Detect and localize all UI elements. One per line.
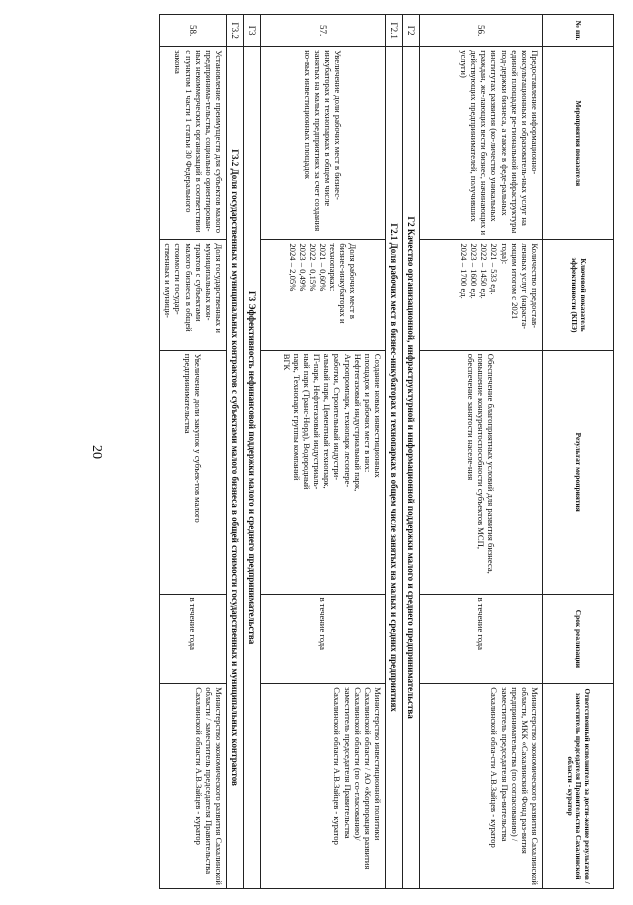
section-row-g3 xyxy=(244,15,261,889)
row56-kpi-line: 2023 – 1600 ед. xyxy=(469,243,480,299)
section-g2-title: Г2 Качество организационной, инфраструктурной и информационной поддержки малого и среднего предпринимательства xyxy=(403,47,420,889)
section-row-g32 xyxy=(227,15,244,889)
row56-kpi-line: Количество предостав- xyxy=(530,243,540,329)
row56-kpi-line: ленных услуг (нараста- xyxy=(519,243,530,330)
header-num: № пп. xyxy=(543,15,614,47)
table-row-57 xyxy=(261,15,386,889)
row57-kpi-line: 2022 – 0,15% xyxy=(307,243,318,292)
row56-kpi-line: 2021 – 533 ед. xyxy=(489,243,500,295)
row56-kpi-line: ющим итогом с 2021 xyxy=(509,243,520,320)
row57-result-line: Нефтегазовый индустриальный парк, xyxy=(352,353,363,492)
row56-activity: Предоставление информационно-консультационных и образователь-ных услуг на единой площадке ре-гиональной инфраструктуры под-держки бизнеса, а также в феде-ральных институтах развития (ко-личество уникальных граждан, же-лающих вести бизнес, начинающих и действующих предпринимателей, получивших услуги) xyxy=(420,47,543,240)
row57-result-line: Агропромпарк, технопарк лесопере- xyxy=(342,353,353,488)
header-activity: Мероприятия показателя xyxy=(543,47,614,240)
rotated-table-frame xyxy=(128,14,614,889)
row58-responsible: Министерство экономического развития Сахалинской области / заместитель председателя Правительства Сахалинской области А.В.Зайцев - куратор xyxy=(160,684,227,889)
row56-term: в течение года xyxy=(420,594,543,684)
row56-kpi-line: 2024 – 1700 ед. xyxy=(459,243,470,299)
row57-result-line: альный парк, Цементный технопарк, xyxy=(322,353,333,489)
row57-result xyxy=(261,350,386,594)
row57-kpi-line: Доля рабочих мест в xyxy=(348,243,359,319)
row57-result-line: ВГК xyxy=(281,353,292,371)
row57-result-line: работки, Строительный индустри- xyxy=(332,353,343,481)
row57-kpi xyxy=(261,240,386,350)
plan-table xyxy=(159,14,614,889)
row57-responsible: Министерство инвестиционной политики Сахалинской области / АО «Корпорация развития Сахалинской области (по со-гласованию)/ заместитель председателя Правительства Сахалинской области А.В.Зайцев - куратор xyxy=(261,684,386,889)
table-row-58 xyxy=(160,15,227,889)
row57-activity: Увеличение доли рабочих мест в бизнес-инкубаторах и технопарках в общем числе занятых на малых предприятиях за счет создания но-вых инвестиционных площадок xyxy=(261,47,386,240)
row58-term: в течение года xyxy=(160,594,227,684)
header-kpi: Ключевой показатель эффективности (КПЭ) xyxy=(543,240,614,350)
table-wrapper xyxy=(128,14,614,889)
section-g3-title: Г3 Эффективность нефинансовой поддержки малого и среднего предпринимательства xyxy=(244,47,261,889)
row58-kpi: Доля государственных и муниципальных кон-трактов с субъектами малого бизнеса в общей стоимости государ-ственных и муници- xyxy=(160,240,227,350)
row57-kpi-line: 2021 – 0,60% xyxy=(318,243,329,292)
row56-kpi-line: 2022 – 1450 ед. xyxy=(479,243,490,299)
section-g3-code: Г3 xyxy=(244,15,261,47)
row57-kpi-line: 2023 – 0,49% xyxy=(297,243,308,292)
table-row-56 xyxy=(420,15,543,889)
header-responsible: Ответственный исполнитель за дости-жение результатов / заместитель председателя Правительства Сахалинской области - куратор xyxy=(543,684,614,889)
row57-result-line: площадок и рабочих мест в них: xyxy=(362,353,373,473)
row58-activity: Установление преимуществ для субъектов малого предпринима-тельства, социально ориентирован-ных некоммерческих организаций в соответствии с пунктом 1 части 1 статьи 30 Федерального закона xyxy=(160,47,227,240)
header-term: Срок реализации xyxy=(543,594,614,684)
section-g32-code: Г3.2 xyxy=(227,15,244,47)
row56-responsible: Министерство экономического развития Сахалинской области, МКК «Сахалинский Фонд раз-вития предпринимательства (по согласованию) / заместитель председателя Пра-вительства Сахалинской обла-сти А.В.Зайцев - куратор xyxy=(420,684,543,889)
row58-num: 58. xyxy=(160,15,227,47)
row57-result-line: Создание новых инвестиционных xyxy=(373,353,383,478)
section-g2-code: Г2 xyxy=(403,15,420,47)
section-g32-title: Г3.2 Доля государственных и муниципальных контрактов с субъектами малого бизнеса в общей стоимости государственных и муниципальных контрактов xyxy=(227,47,244,889)
row57-kpi-line: бизнес-инкубаторах и xyxy=(338,243,349,324)
row57-term: в течение года xyxy=(261,594,386,684)
row56-kpi xyxy=(420,240,543,350)
section-g21-title: Г2.1 Доля рабочих мест в бизнес-инкубаторах и технопарках в общем числе занятых на малых и средних предприятиях xyxy=(386,47,403,889)
row56-kpi-line: года): xyxy=(499,243,510,265)
row57-kpi-line: технопарках: xyxy=(328,243,339,292)
section-row-g21 xyxy=(386,15,403,889)
header-result: Результат мероприятия xyxy=(543,350,614,594)
row58-result: Увеличение доли закупок у субъек-тов малого предпринимательства xyxy=(160,350,227,594)
row57-num: 57. xyxy=(261,15,386,47)
row56-num: 56. xyxy=(420,15,543,47)
row57-result-line: ный парк (Транс-Норд), Водородный xyxy=(302,353,313,490)
table-header-row xyxy=(543,15,614,889)
row57-result-line: парк, Технопарк группы компаний xyxy=(291,353,302,481)
page-number: 20 xyxy=(89,445,104,459)
row57-result-line: IT-парк, Нефтегазовый индустриаль- xyxy=(312,353,323,490)
section-g21-code: Г2.1 xyxy=(386,15,403,47)
section-row-g2 xyxy=(403,15,420,889)
row57-kpi-line: 2024 – 2,05% xyxy=(287,243,298,292)
row56-result: Обеспечение благоприятных условий для развития бизнеса, повышение конкурентоспособности субъектов МСП, обеспечение занятости населе-ния xyxy=(420,350,543,594)
